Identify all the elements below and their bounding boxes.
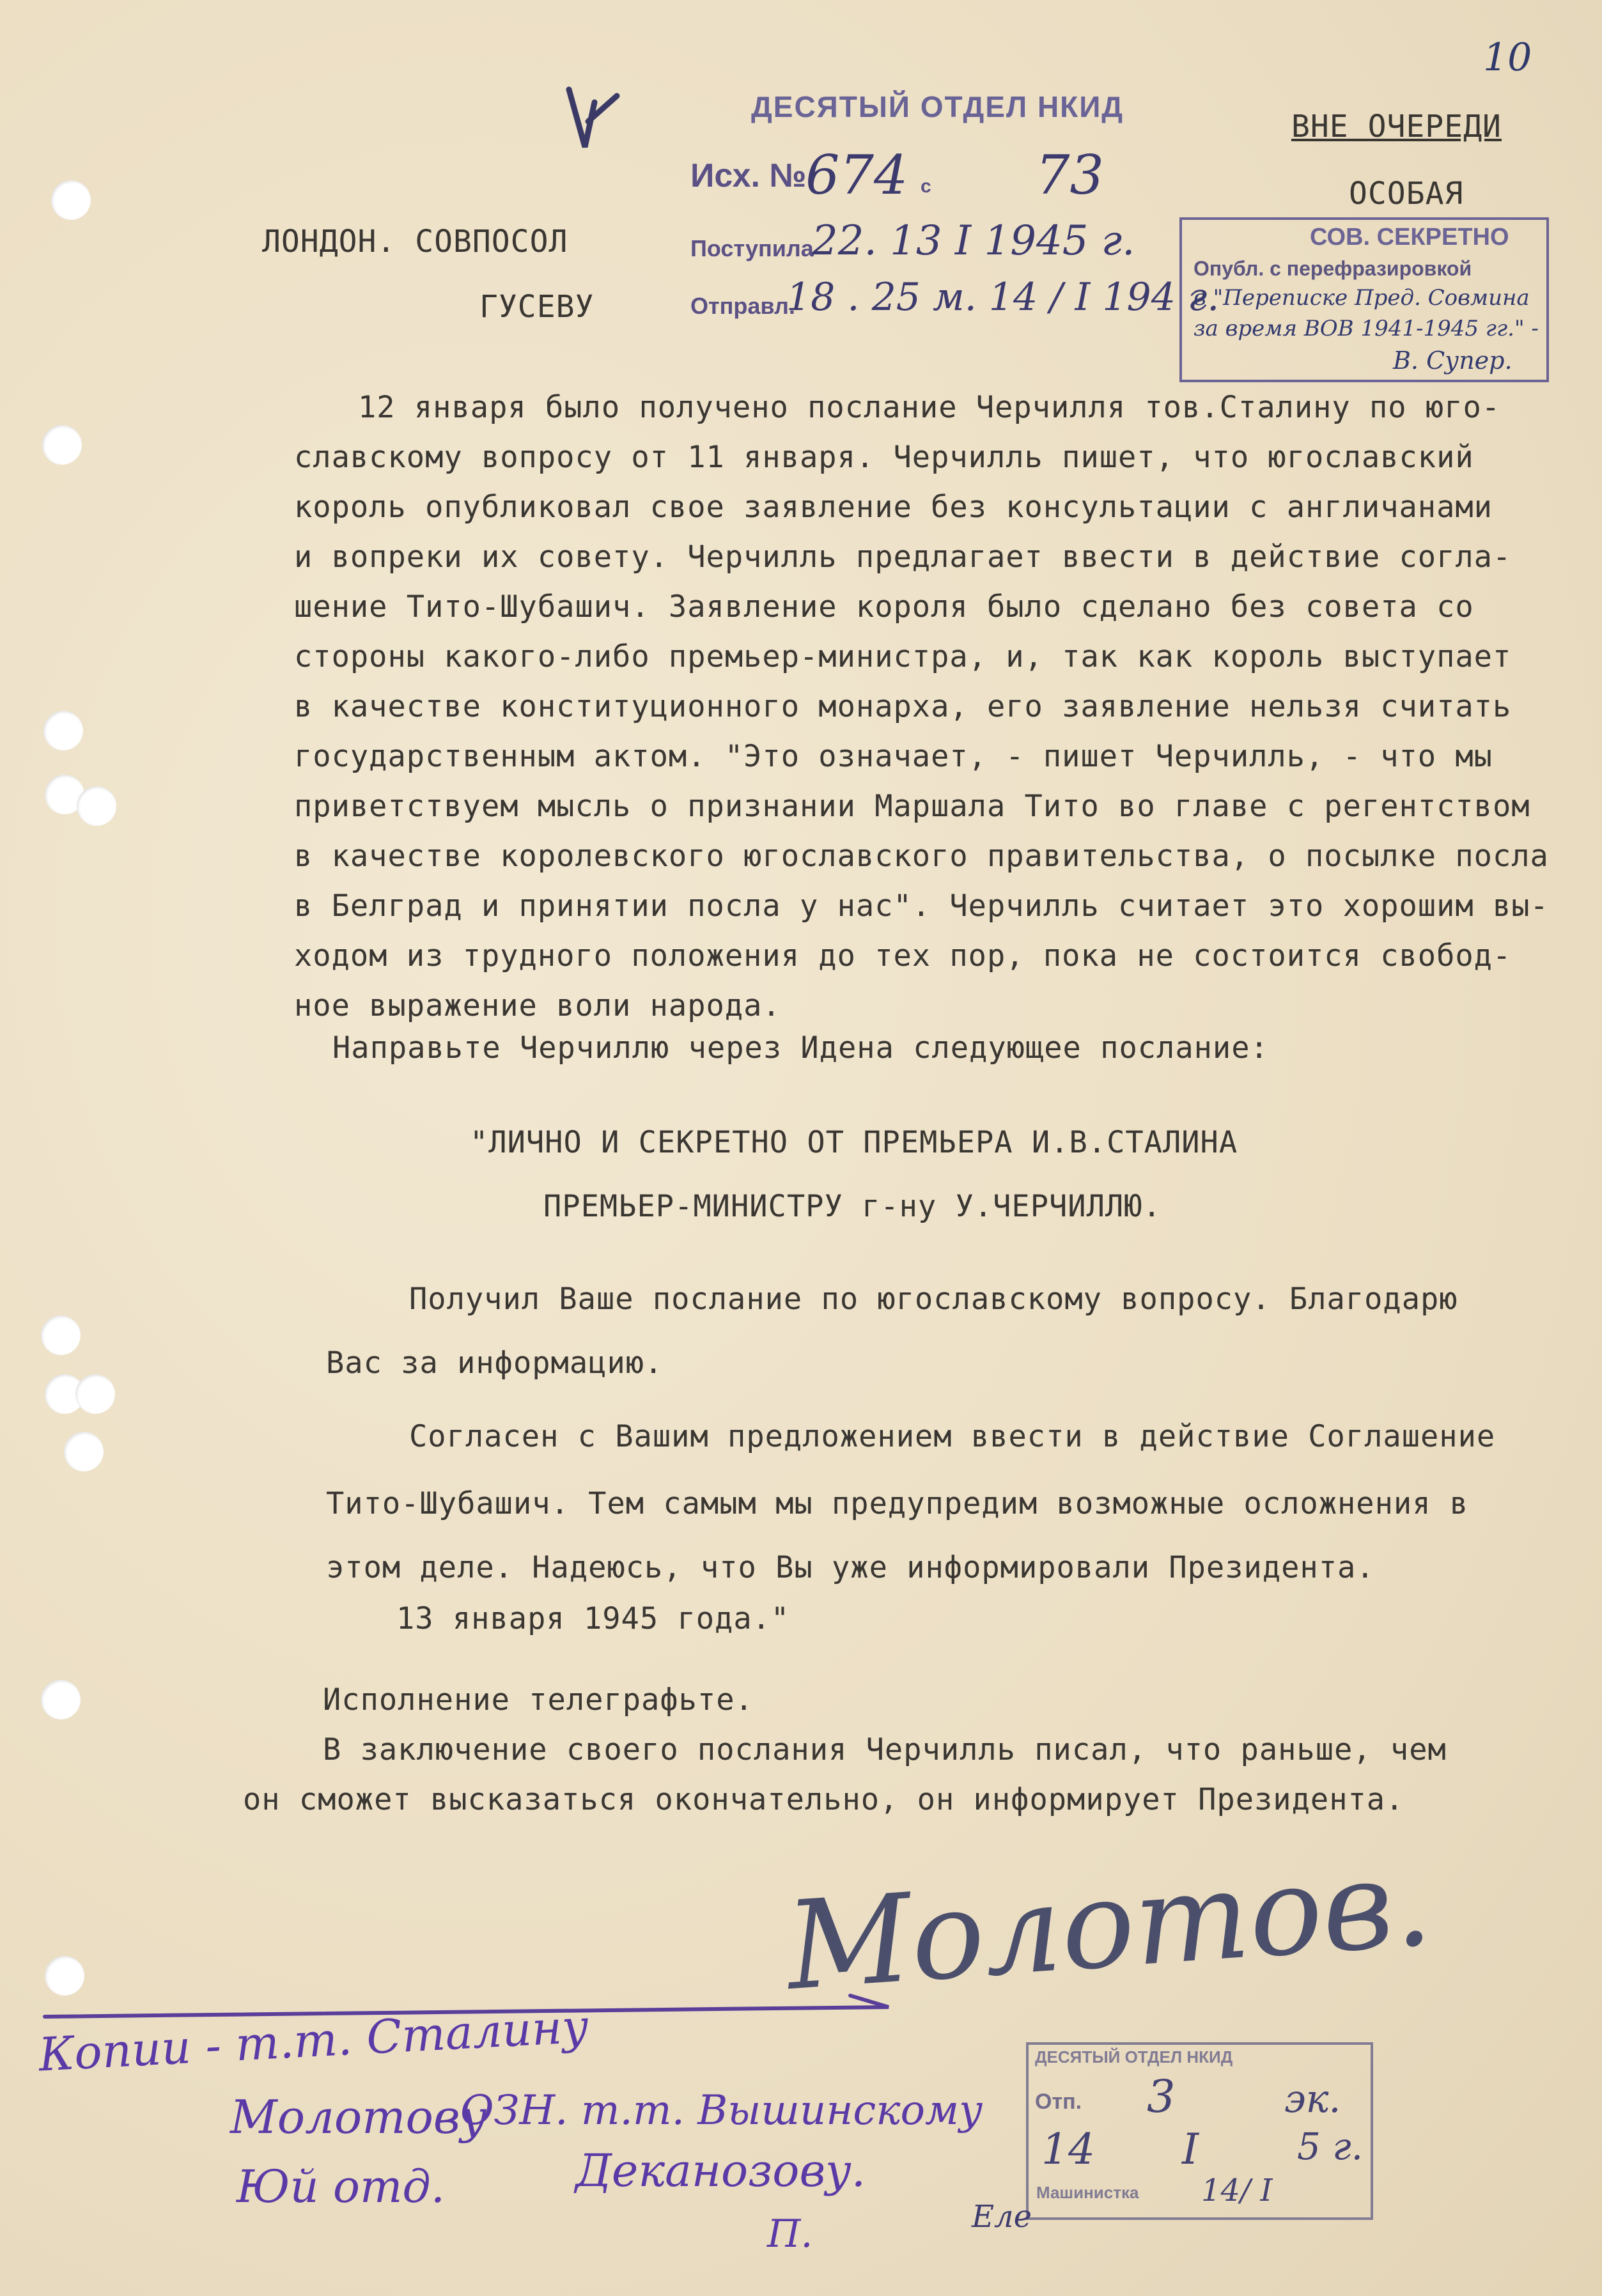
closing-line-2: он сможет высказаться окончательно, он информирует Президента.	[243, 1782, 1404, 1817]
body-line: 12 января было получено послание Черчилля тов.Сталину по юго-	[358, 390, 1501, 425]
message-title-2: ПРЕМЬЕР-МИНИСТРУ г-ну У.ЧЕРЧИЛЛЮ.	[543, 1189, 1162, 1224]
outgoing-number: 674	[805, 144, 908, 206]
bottom-stamp-typist-label: Машинистка	[1036, 2183, 1139, 2202]
outgoing-label: Исх. №	[690, 157, 807, 194]
sent-value: 18 . 25 м. 14 / I 194 г.	[786, 275, 1220, 320]
punch-hole	[43, 711, 83, 750]
punch-hole	[51, 180, 91, 220]
secret-stamp-line1: Опубл. с перефразировкой	[1194, 257, 1472, 280]
distribution-initial: П.	[767, 2212, 813, 2256]
received-label: Поступила	[690, 235, 814, 261]
message-line: этом деле. Надеюсь, что Вы уже информировали Президента.	[326, 1550, 1375, 1585]
bottom-stamp-copies: 3	[1147, 2070, 1176, 2123]
secret-stamp-line2: в "Переписке Пред. Совмина	[1194, 285, 1530, 311]
message-line: Получил Ваше послание по югославскому вопросу. Благодарю	[409, 1282, 1458, 1317]
punch-hole	[64, 1432, 104, 1471]
bottom-stamp-copies-suffix: эк.	[1284, 2077, 1341, 2121]
location-label: ЛОНДОН. СОВПОСОЛ	[262, 224, 568, 260]
secret-stamp	[1179, 217, 1549, 382]
secret-stamp-line3: за время ВОВ 1941-1945 гг." -	[1194, 316, 1539, 341]
special-label: ОСОБАЯ	[1349, 176, 1464, 212]
body-line: шение Тито-Шубашич. Заявление короля было сделано без совета со	[294, 589, 1474, 624]
page-number: 10	[1483, 35, 1532, 80]
distribution-copies: Копии - т.т. Сталину	[37, 1999, 590, 2082]
body-line: государственным актом. "Это означает, - пишет Черчилль, - что мы	[294, 739, 1493, 774]
punch-hole	[41, 1680, 81, 1719]
bottom-stamp	[1026, 2042, 1373, 2220]
outgoing-suffix-label: с	[921, 176, 931, 197]
body-line: и вопреки их совету. Черчилль предлагает ввести в действие согла-	[294, 539, 1512, 575]
body-line: стороны какого-либо премьер-министра, и, так как король выступает	[294, 639, 1512, 674]
body-line: славскому вопросу от 11 января. Черчилль пишет, что югославский	[294, 440, 1474, 475]
instruction-line: Направьте Черчиллю через Идена следующее послание:	[332, 1030, 1269, 1066]
body-line: ходом из трудного положения до тех пор, пока не состоится свобод-	[294, 938, 1512, 973]
bottom-stamp-typist: 14/ I	[1201, 2173, 1273, 2208]
priority-label: ВНЕ ОЧЕРЕДИ	[1291, 109, 1502, 144]
distribution-dept: Юй отд.	[237, 2160, 446, 2213]
message-line: 13 января 1945 года."	[396, 1601, 790, 1636]
body-line: в качестве конституционного монарха, его заявление нельзя считать	[294, 689, 1512, 724]
sent-label: Отправл.	[690, 293, 795, 319]
closing-line-1: В заключение своего послания Черчилль писал, что раньше, чем	[323, 1732, 1447, 1767]
message-title-1: "ЛИЧНО И СЕКРЕТНО ОТ ПРЕМЬЕРА И.В.СТАЛИНА	[470, 1125, 1238, 1160]
registry-department: ДЕСЯТЫЙ ОТДЕЛ НКИД	[751, 90, 1124, 123]
check-mark-icon	[556, 77, 626, 166]
outgoing-suffix: 73	[1036, 144, 1104, 206]
secret-stamp-initials: В. Супер.	[1393, 346, 1513, 375]
punch-hole	[75, 1374, 115, 1414]
bottom-stamp-header: ДЕСЯТЫЙ ОТДЕЛ НКИД	[1035, 2047, 1233, 2067]
addressee-label: ГУСЕВУ	[479, 289, 595, 325]
execution-line: Исполнение телеграфьте.	[323, 1682, 754, 1718]
distribution-names-1: Молотову	[230, 2090, 487, 2144]
received-value: 22. 13 I 1945 г.	[812, 217, 1135, 265]
signature: Молотов.	[782, 1831, 1436, 2017]
bottom-stamp-date-month: I	[1182, 2125, 1199, 2174]
body-line: в качестве королевского югославского правительства, о посылке посла	[294, 839, 1549, 874]
punch-hole	[41, 1315, 81, 1355]
punch-hole	[42, 425, 82, 465]
message-line: Вас за информацию.	[326, 1346, 664, 1381]
message-line: Согласен с Вашим предложением ввести в действие Соглашение	[409, 1419, 1496, 1454]
punch-hole	[77, 786, 116, 826]
distribution-names-2: Деканозову.	[575, 2145, 866, 2197]
bottom-stamp-date-year: 5 г.	[1297, 2125, 1364, 2168]
distribution-ozn: ОЗН. т.т. Вышинскому	[460, 2087, 983, 2134]
handwritten-initial: Еле	[972, 2199, 1032, 2235]
registry-stamp	[690, 89, 1220, 358]
bottom-stamp-copies-label: Отп.	[1035, 2090, 1082, 2114]
body-line: король опубликовал свое заявление без консультации с англичанами	[294, 490, 1493, 525]
bottom-stamp-date-prefix: 14	[1041, 2125, 1095, 2174]
message-line: Тито-Шубашич. Тем самым мы предупредим возможные осложнения в	[326, 1486, 1469, 1521]
body-line: ное выражение воли народа.	[294, 988, 781, 1023]
secret-stamp-title: СОВ. СЕКРЕТНО	[1310, 224, 1509, 251]
body-line: приветствуем мысль о признании Маршала Тито во главе с регентством	[294, 789, 1530, 824]
body-line: в Белград и принятии посла у нас". Черчилль считает это хорошим вы-	[294, 888, 1549, 924]
